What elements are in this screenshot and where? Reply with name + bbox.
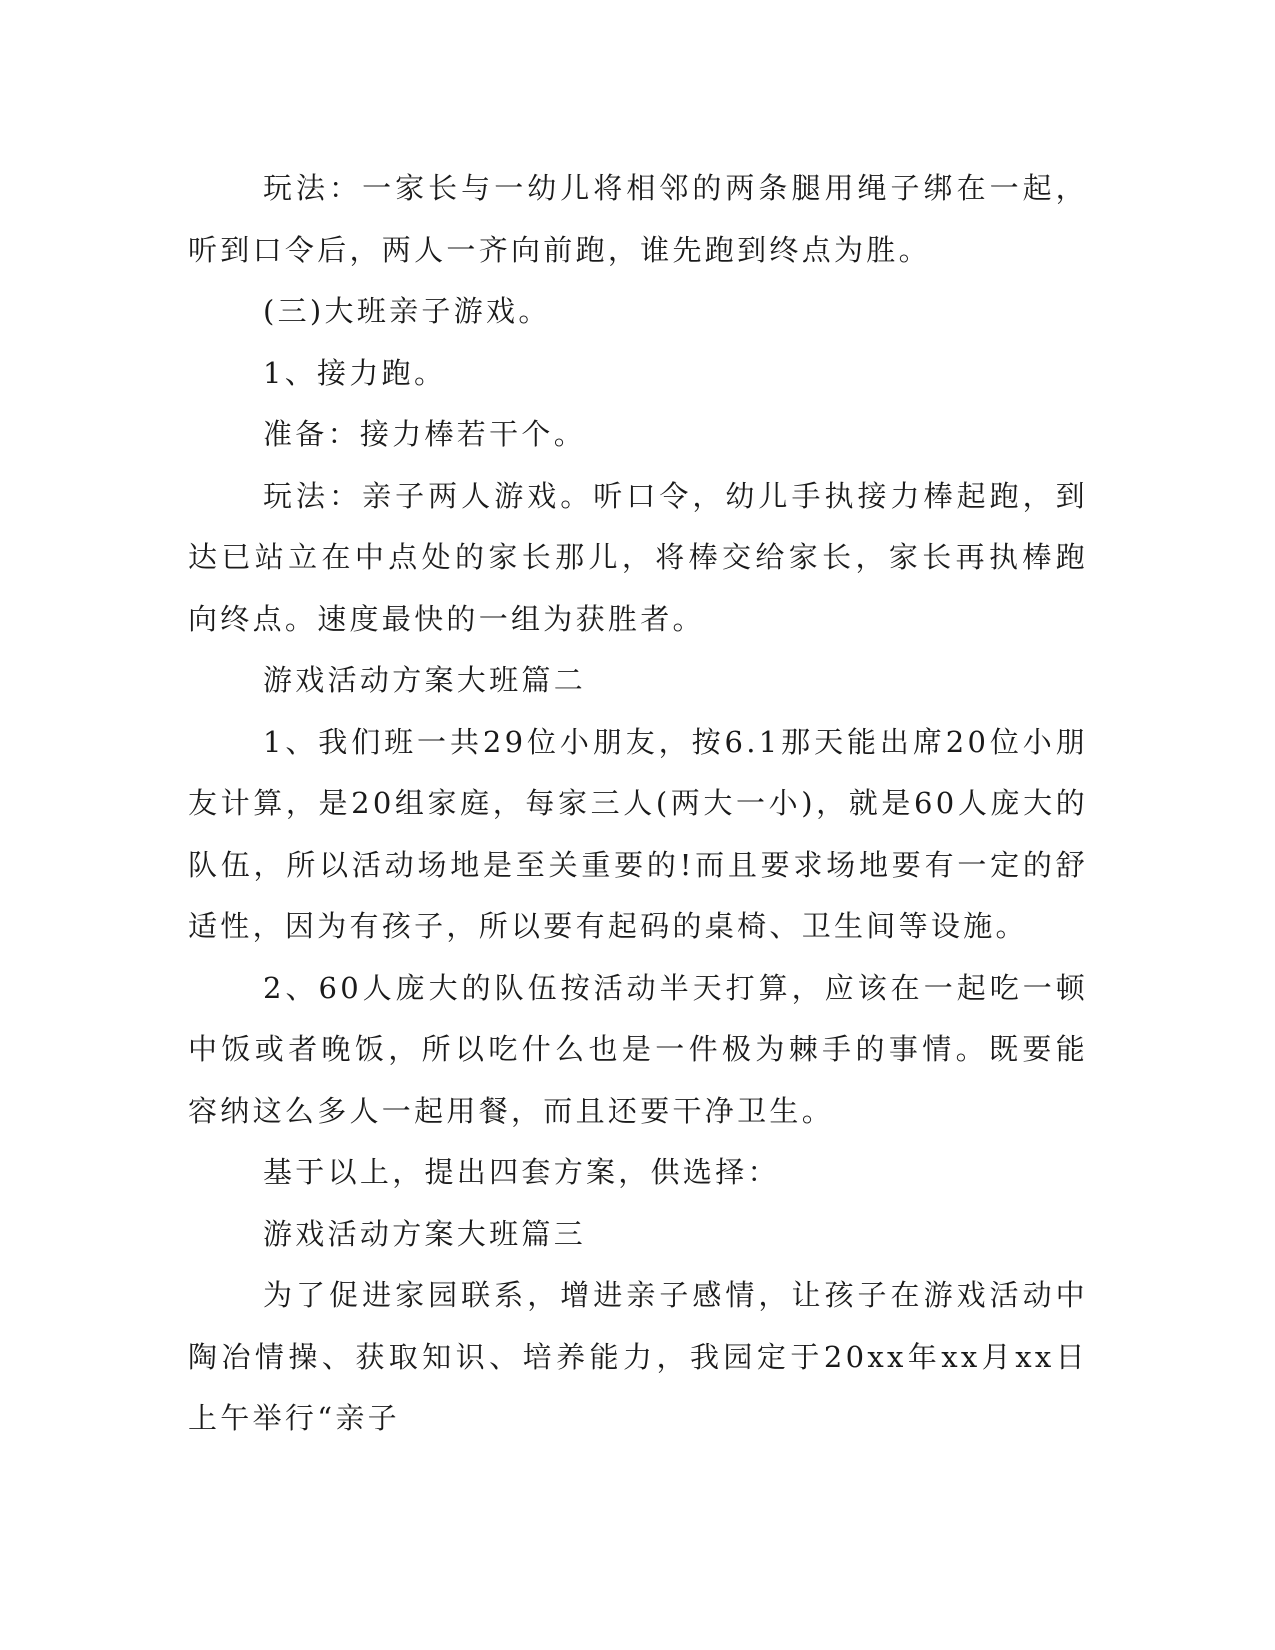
item-relay-race: 1、接力跑。 [263,355,447,390]
heading-part-three: 游戏活动方案大班篇三 [263,1216,587,1251]
paragraph-preparation: 准备：接力棒若干个。 [263,417,587,451]
document-body [188,158,1088,1450]
paragraph-game-rules-legs: 玩法：一家长与一幼儿将相邻的两条腿用绳子绑在一起，听到口令后，两人一齐向前跑，谁先跑到终点为胜。 [188,171,1088,267]
paragraph-intro: 为了促进家园联系，增进亲子感情，让孩子在游戏活动中陶冶情操、获取知识、培养能力，我园定于20xx年xx月xx日上午举行“亲子 [188,1278,1088,1435]
paragraph-relay-rules: 玩法：亲子两人游戏。听口令，幼儿手执接力棒起跑，到达已站立在中点处的家长那儿，将棒交给家长，家长再执棒跑向终点。速度最快的一组为获胜者。 [188,478,1088,636]
paragraph-proposals: 基于以上，提出四套方案，供选择： [263,1155,780,1189]
paragraph-venue: 1、我们班一共29位小朋友，按6.1那天能出席20位小朋友计算，是20组家庭，每家三人(两大一小)，就是60人庞大的队伍，所以活动场地是至关重要的!而且要求场地要有一定的舒适性，因为有孩子，所以要有起码的桌椅、卫生间等设施。 [188,724,1088,943]
section-heading-large-class: (三)大班亲子游戏。 [263,294,551,328]
heading-part-two: 游戏活动方案大班篇二 [263,663,587,697]
paragraph-meal: 2、60人庞大的队伍按活动半天打算，应该在一起吃一顿中饭或者晚饭，所以吃什么也是一件极为棘手的事情。既要能容纳这么多人一起用餐，而且还要干净卫生。 [188,970,1088,1128]
